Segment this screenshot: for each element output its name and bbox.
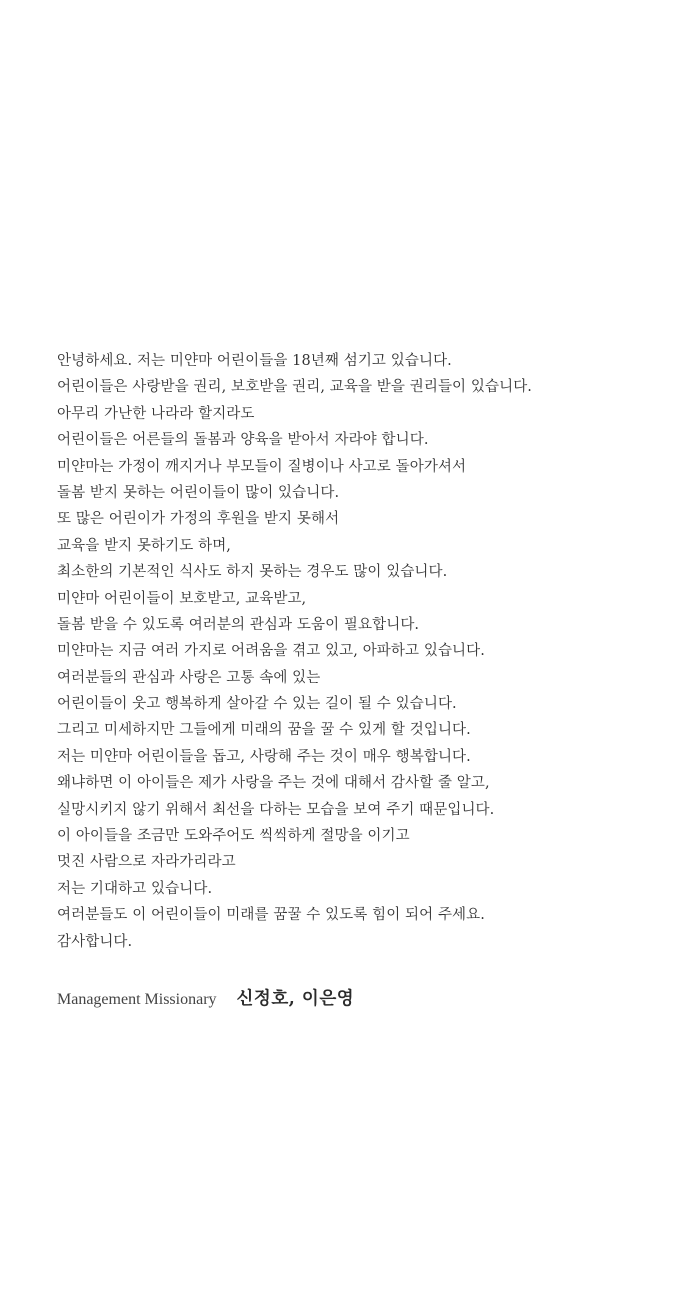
letter-line: 미얀마 어린이들이 보호받고, 교육받고, <box>57 590 307 607</box>
letter-line: 돌봄 받을 수 있도록 여러분의 관심과 도움이 필요합니다. <box>57 616 420 633</box>
letter-line: 미얀마는 가정이 깨지거나 부모들이 질병이나 사고로 돌아가셔서 <box>57 458 467 475</box>
letter-line: 또 많은 어린이가 가정의 후원을 받지 못해서 <box>57 511 340 528</box>
letter-line: 여러분들도 이 어린이들이 미래를 꿈꿀 수 있도록 힘이 되어 주세요. <box>57 907 485 924</box>
letter-line: 어린이들은 어른들의 돌봄과 양육을 받아서 자라야 합니다. <box>57 432 429 449</box>
letter-line: 저는 미얀마 어린이들을 돕고, 사랑해 주는 것이 매우 행복합니다. <box>57 748 471 765</box>
letter-line: 최소한의 기본적인 식사도 하지 못하는 경우도 많이 있습니다. <box>57 564 448 581</box>
letter-line: 왜냐하면 이 아이들은 제가 사랑을 주는 것에 대해서 감사할 줄 알고, <box>57 775 490 792</box>
letter-line: 어린이들은 사랑받을 권리, 보호받을 권리, 교육을 받을 권리들이 있습니다. <box>57 379 533 396</box>
letter-line: 멋진 사람으로 자라가리라고 <box>57 854 236 871</box>
letter-line: 그리고 미세하지만 그들에게 미래의 꿈을 꿀 수 있게 할 것입니다. <box>57 722 471 739</box>
letter-line: 실망시키지 않기 위해서 최선을 다하는 모습을 보여 주기 때문입니다. <box>57 801 495 818</box>
signature-title: Management Missionary <box>57 991 217 1008</box>
signature-names: 신정호, 이은영 <box>236 989 355 1009</box>
letter-line: 이 아이들을 조금만 도와주어도 씩씩하게 절망을 이기고 <box>57 828 410 845</box>
signature <box>57 985 354 1015</box>
letter-line: 감사합니다. <box>57 933 133 950</box>
letter-line: 아무리 가난한 나라라 할지라도 <box>57 405 255 422</box>
letter-line: 저는 기대하고 있습니다. <box>57 880 213 897</box>
letter-line: 안녕하세요. 저는 미얀마 어린이들을 18년째 섬기고 있습니다. <box>57 353 452 369</box>
letter-line: 여러분들의 관심과 사랑은 고통 속에 있는 <box>57 669 321 686</box>
letter-line: 교육을 받지 못하기도 하며, <box>57 537 232 554</box>
letter-line: 어린이들이 웃고 행복하게 살아갈 수 있는 길이 될 수 있습니다. <box>57 696 457 713</box>
letter-line: 미얀마는 지금 여러 가지로 어려움을 겪고 있고, 아파하고 있습니다. <box>57 643 485 660</box>
letter-line: 돌봄 받지 못하는 어린이들이 많이 있습니다. <box>57 484 340 501</box>
letter-body <box>57 348 667 955</box>
